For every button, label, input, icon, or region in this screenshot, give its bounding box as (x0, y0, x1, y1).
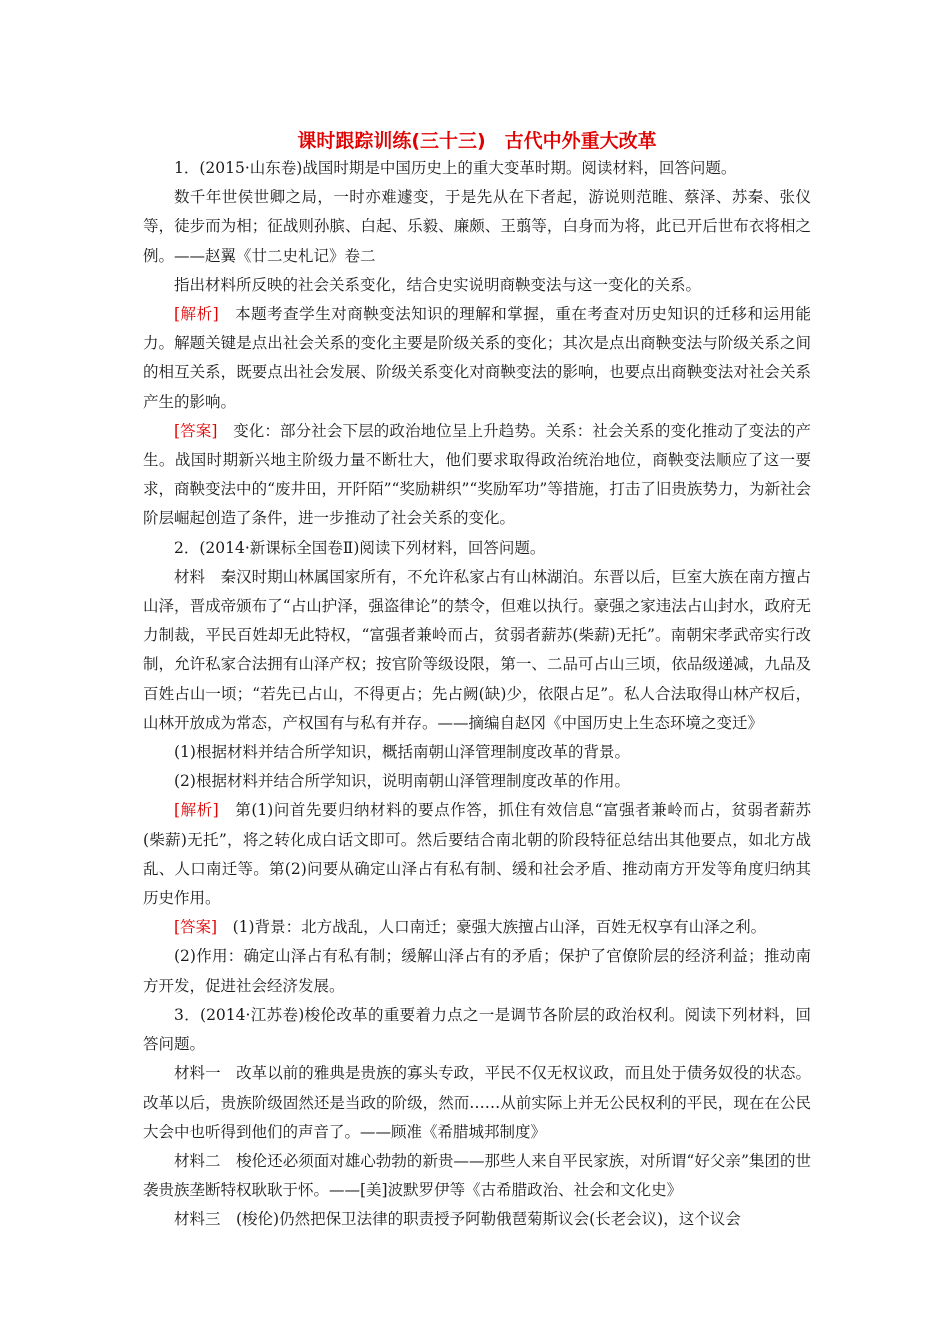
document-page (143, 128, 811, 1235)
page-title: 课时跟踪训练(三十三) 古代中外重大改革 (297, 130, 657, 152)
q3-material-2: 材料二 梭伦还必须面对雄心勃勃的新贵——那些人来自平民家族，对所谓“好父亲”集团的世袭贵族垄断特权耿耿于怀。——[美]波默罗伊等《古希腊政治、社会和文化史》 (143, 1151, 811, 1200)
q2-answer1-text: (1)背景：北方战乱，人口南迁；豪强大族擅占山泽，百姓无权享有山泽之利。 (217, 918, 767, 937)
q2-answer2: (2)作用：确定山泽占有私有制；缓解山泽占有的矛盾；保护了官僚阶层的经济利益；推动南方开发，促进社会经济发展。 (143, 947, 811, 995)
q3-material-3: 材料三 (梭伦)仍然把保卫法律的职责授予阿勒俄琶菊斯议会(长老会议)，这个议会 (174, 1210, 741, 1229)
q2-sub1: (1)根据材料并结合所学知识，概括南朝山泽管理制度改革的背景。 (174, 743, 630, 762)
answer-tag: [答案] (174, 421, 218, 440)
q1-analysis (143, 300, 811, 417)
q1-stem: 1．(2015·山东卷)战国时期是中国历史上的重大变革时期。阅读材料，回答问题。 (174, 159, 737, 177)
q2-material: 材料 秦汉时期山林属国家所有，不允许私家占有山林湖泊。东晋以后，巨室大族在南方擅占山泽，晋成帝颁布了“占山护泽，强盗律论”的禁令，但难以执行。豪强之家违法占山封水，政府无力制裁，平民百姓却无此特权，“富强者兼岭而占，贫弱者薪苏(柴薪)无托”。南朝宋孝武帝实行改制，允许私家合法拥有山泽产权；按官阶等级设限，第一、二品可占山三顷，依品级递减，九品及百姓占山一顷；“若先已占山，不得更占；先占阙(缺)少，依限占足”。私人合法取得山林产权后，山林开放成为常态，产权国有与私有并存。——摘编自赵冈《中国历史上生态环境之变迁》 (143, 567, 811, 732)
q1-question: 指出材料所反映的社会关系变化，结合史实说明商鞅变法与这一变化的关系。 (174, 275, 702, 294)
q1-answer (143, 417, 811, 534)
q1-analysis-text: 本题考查学生对商鞅变法知识的理解和掌握，重在考查对历史知识的迁移和运用能力。解题关键是点出社会关系的变化主要是阶级关系的变化；其次是点出商鞅变法与阶级关系之间的相互关系，既要点出社会发展、阶级关系变化对商鞅变法的影响，也要点出商鞅变法对社会关系产生的影响。 (143, 305, 811, 411)
q3-material-1: 材料一 改革以前的雅典是贵族的寡头专政，平民不仅无权议政，而且处于债务奴役的状态。改革以后，贵族阶级固然还是当政的阶级，然而……从前实际上并无公民权利的平民，现在在公民大会中也听得到他们的声音了。——顾准《希腊城邦制度》 (143, 1064, 811, 1141)
q1-material: 数千年世侯世卿之局，一时亦难遽变，于是先从在下者起，游说则范睢、蔡泽、苏秦、张仪等，徒步而为相；征战则孙膑、白起、乐毅、廉颇、王翦等，白身而为将，此已开后世布衣将相之例。——赵翼《廿二史札记》卷二 (143, 188, 811, 265)
q2-answer1 (143, 913, 811, 942)
q3-stem: 3．(2014·江苏卷)梭伦改革的重要着力点之一是调节各阶层的政治权利。阅读下列材料，回答问题。 (143, 1005, 811, 1054)
answer-tag: [答案] (174, 918, 218, 937)
q2-sub2: (2)根据材料并结合所学知识，说明南朝山泽管理制度改革的作用。 (174, 772, 630, 791)
analysis-tag: [解析] (174, 801, 219, 820)
q2-analysis (143, 796, 811, 913)
q2-analysis-text: 第(1)问首先要归纳材料的要点作答，抓住有效信息“富强者兼岭而占，贫弱者薪苏(柴薪)无托”，将之转化成白话文即可。然后要结合南北朝的阶段特征总结出其他要点，如北方战乱、人口南迁等。第(2)问要从确定山泽占有私有制、缓和社会矛盾、推动南方开发等角度归纳其历史作用。 (143, 801, 811, 908)
q1-answer-text: 变化：部分社会下层的政治地位呈上升趋势。关系：社会关系的变化推动了变法的产生。战国时期新兴地主阶级力量不断壮大，他们要求取得政治统治地位，商鞅变法顺应了这一要求，商鞅变法中的“废井田，开阡陌”“奖励耕织”“奖励军功”等措施，打击了旧贵族势力，为新社会阶层崛起创造了条件，进一步推动了社会关系的变化。 (143, 421, 811, 528)
q2-stem: 2．(2014·新课标全国卷Ⅱ)阅读下列材料，回答问题。 (174, 538, 546, 557)
analysis-tag: [解析] (174, 305, 219, 324)
